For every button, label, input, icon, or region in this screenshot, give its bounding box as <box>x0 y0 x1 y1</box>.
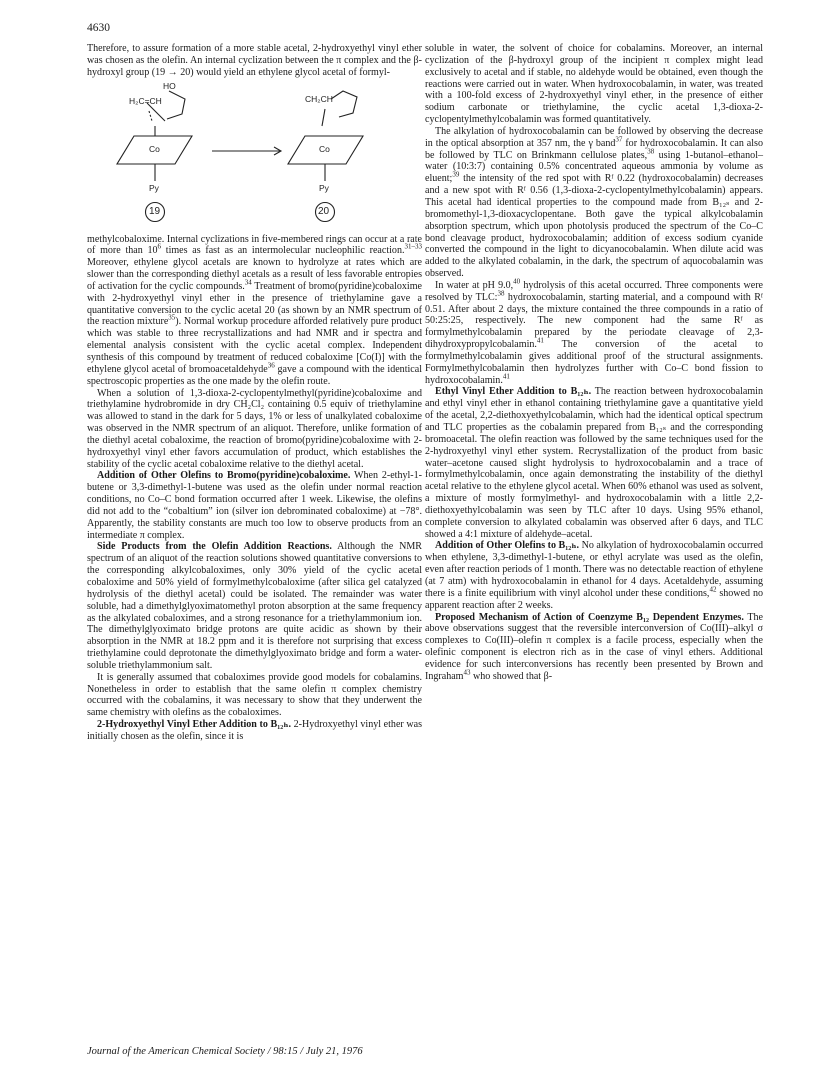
text: The conversion of the acetal to formylmethylcobalamin gives additional proof of the structural assignments. Formylmethylcobalamin then hydrolyzes further with Co–C bond fission to hydroxocobalamin. <box>425 339 763 386</box>
reference-superscript: 41 <box>536 336 544 345</box>
group-label: Co <box>149 143 160 154</box>
text: using 1-butanol–ethanol–water (10:3:7) containing 0.5% concentrated aqueous ammonia by volume as eluent; <box>425 149 764 185</box>
text: Although the NMR spectrum of an aliquot of the reaction solutions showed quantitative conversions to the corresponding alkylcobaloximes, only 30% yield of the cyclic acetal cobaloxime and 50% yield of formylmethylcobaloxime (after silica gel catalyzed hydrolysis of the diethyl acetal) could be isolated. The remainder was water soluble, had a dimethylglyoximatomethyl proton absorption at the same frequency as the alkylated cobaloximes, and a strong resonance for a triethylammonium ion. The dimethylglyoximato bridge protons are quite acidic as shown by their absorption in the NMR at 18.2 ppm and it is therefore not surprising that excess triethylamine could deprotonate the dimethylglyoximato bridge and form a water-soluble triethylammonium salt. <box>87 541 422 671</box>
text: showed no apparent reaction after 2 weeks. <box>425 587 764 611</box>
journal-footer: Journal of the American Chemical Society / 98:15 / July 21, 1976 <box>87 1046 363 1057</box>
reference-superscript: 37 <box>615 135 623 144</box>
text: ). Normal workup procedure afforded relatively pure product which was stable to three recrystallizations and had NMR and ir spectra and elemental analysis consistent with the cyclic acetal complex. Independent synthesis of this compound by treatment of reduced cobaloxime [Co(I)] with the ethylene glycol acetal of bromoacetaldehyde <box>87 316 422 375</box>
group-label: Co <box>319 143 330 154</box>
text: hydrolysis of this acetal occurred. Three components were resolved by TLC: <box>425 279 763 303</box>
text: methylcobaloxime. Internal cyclizations in five-membered rings can occur at a rate of more than 10 <box>87 233 422 257</box>
paragraph <box>87 234 422 388</box>
reference-superscript: 36 <box>267 361 275 370</box>
paragraph <box>425 540 763 611</box>
group-label: CH₂CH <box>305 93 333 104</box>
text: 2-Hydroxyethyl vinyl ether was initially chosen as the olefin, since it is <box>87 719 422 742</box>
section-heading: Side Products from the Olefin Addition Reactions. <box>97 541 332 553</box>
reference-superscript: 42 <box>709 585 717 594</box>
paragraph <box>87 541 422 671</box>
paragraph <box>425 386 763 540</box>
text: gave a compound with the identical spectroscopic properties as the one made by the olefin route. <box>87 363 422 387</box>
paragraph: soluble in water, the solvent of choice for cobalamins. Moreover, an internal cyclization of the β-hydroxyl group of the incipient π complex might lead exclusively to acetal and if stable, no aldehyde would be obtained, even though the reactions were carried out in water. When hydroxocobalamin, in water, was treated with a 100-fold excess of 2-hydroxyethyl vinyl ether, in the presence of either sodium carbonate or triethylamine, the cyclic acetal 1,3-dioxa-2-cyclopentylmethylcobalamin was formed quantitatively. <box>425 43 763 126</box>
paragraph <box>87 719 422 743</box>
reference-superscript: 34 <box>244 278 252 287</box>
left-column <box>87 43 422 743</box>
compound-number: 19 <box>149 205 161 217</box>
text: for hydroxocobalamin. It can also be followed by TLC on Brinkmann cellulose plates, <box>425 137 763 161</box>
reference-superscript: 39 <box>452 170 460 179</box>
text: The above observations suggest that the reversible interconversion of Co(III)–alkyl σ complexes to Co(III)–olefin π complex is a facile process, especially when the olefinic component is electron rich as in the case of vinyl ethers. Additional evidence for such interconversions has recently been presented by Brown and Ingraham <box>425 611 763 682</box>
paragraph <box>87 470 422 541</box>
paragraph <box>425 612 763 683</box>
reference-superscript: 31–33 <box>404 243 422 252</box>
paragraph: When a solution of 1,3-dioxa-2-cyclopentylmethyl(pyridine)cobaloxime and triethylamine hydrobromide in dry CH₂Cl₂ containing 0.5 equiv of triethylamine was allowed to stand in the dark for 5 days, 1% or less of unalkylated cobaloxime was observed in the NMR spectrum of an aliquot. Therefore, unlike formation of the diethyl acetal cobaloxime, the reaction of bromo(pyridine)cobaloxime with 2-hydroxyethyl vinyl ether favors accumulation of product, which establishes the stability of the cyclic acetal cobaloxime relative to the diethyl acetal. <box>87 387 422 470</box>
text: times as fast as an intermolecular nucleophilic reaction. <box>161 245 405 257</box>
section-heading: 2-Hydroxyethyl Vinyl Ether Addition to B₁₂ₕ. <box>97 719 291 731</box>
section-heading: Addition of Other Olefins to Bromo(pyridine)cobaloxime. <box>97 470 351 482</box>
right-column <box>425 43 763 683</box>
compound-number: 20 <box>318 205 330 217</box>
text: In water at pH 9.0, <box>435 279 514 291</box>
reaction-scheme <box>87 81 422 230</box>
section-heading: Addition of Other Olefins to B₁₂ₕ. <box>435 540 580 552</box>
group-label: HO <box>163 80 176 91</box>
group-label: Py <box>149 182 159 193</box>
text: the intensity of the red spot with Rᶠ 0.22 (hydroxocobalamin) decreases and a new spot with Rᶠ 0.56 (1,3-dioxa-2-cyclopentylmethylcobalamin) appears. This acetal had identical properties to the compound made from B₁₂ₛ and 2-bromomethyl-1,3-dioxacyclopentane. Both gave the typical alkylcobalamin absorption spectrum, which upon photolysis produced the spectrum of the Co–C bond cleavage product, hydroxocobalamin; addition of excess sodium cyanide converted the compound in the light to dicyanocobalamin. When dilute acid was added to the alkylated cobalamin, in the dark, the spectrum of aquocobalamin was observed. <box>425 173 763 280</box>
text: When 2-ethyl-1-butene or 3,3-dimethyl-1-butene was used as the olefin under normal reaction conditions, no Co–C bond formation occurred after 1 week. Likewise, the olefins did not add to the “cobaltium” ion (silver ion debrominated cobaloxime) at −78°. Apparently, the stability constants are much too low to observe products from an intermediate π complex. <box>87 470 422 541</box>
superscript: 6 <box>157 243 162 252</box>
paragraph: Therefore, to assure formation of a more stable acetal, 2-hydroxyethyl vinyl ether was chosen as the olefin. An internal cyclization between the π complex and the β-hydroxyl group (19 → 20) would yield an ethylene glycol acetal of formyl- <box>87 43 422 78</box>
paragraph: It is generally assumed that cobaloximes provide good models for cobalamins. Nonetheless in order to establish that the same olefin π complex chemistry occurred with the cobalamins, it was necessary to show that they underwent the same chemistry with olefins as the cobaloximes. <box>87 671 422 719</box>
reference-superscript: 40 <box>513 277 521 286</box>
text: The alkylation of hydroxocobalamin can be followed by observing the decrease in the optical absorption at 357 nm, the γ band <box>425 125 763 149</box>
group-label: H₂C=CH <box>129 95 162 106</box>
reference-superscript: 43 <box>463 668 471 677</box>
section-heading: Proposed Mechanism of Action of Coenzyme B₁₂ Dependent Enzymes. <box>435 611 744 623</box>
text: No alkylation of hydroxocobalamin occurred when ethylene, 3,3-dimethyl-1-butene, or ethyl acrylate was used as the olefin, even after reaction periods of 1 month. There was no detectable reaction of ethylene (at 7 atm) with hydroxocobalamin in ethanol for 4 days. Acetaldehyde, assuming there is a finite equilibrium with vinyl alcohol under these conditions, <box>425 540 763 599</box>
paragraph <box>425 277 763 387</box>
reference-superscript: 38 <box>647 147 655 156</box>
page-number: 4630 <box>87 22 110 34</box>
section-heading: Ethyl Vinyl Ether Addition to B₁₂ₕ. <box>435 386 592 398</box>
group-label: Py <box>319 182 329 193</box>
paragraph <box>425 126 763 280</box>
text: The reaction between hydroxocobalamin and ethyl vinyl ether in ethanol containing triethylamine gave a quantitative yield of the acetal, 2,2-diethoxyethylcobalamin, which had the identical optical spectrum and TLC properties as the cobalamin prepared from B₁₂ₛ and the corresponding bromoacetal. The olefin reaction was followed by the same techniques used for the 2-hydroxyethyl vinyl ether system. Recrystallization of the product from basic water–acetone caused slight hydrolysis to hydroxocobalamin and a trace of formylmethylcobalamin, once again demonstrating the instability of the diethyl acetal relative to the ethylene glycol acetal. When 60% ethanol was used as solvent, a mixture of mostly formylmethyl- and hydroxocobalamin with a little 2,2-diethoxyethylcobalamin was seen by TLC after 10 days. Using 95% ethanol, complete conversion to alkylated cobalamin was observed after 6 days, and TLC showed a 4:1 mixture of aldehyde–acetal. <box>425 386 763 540</box>
text: Moreover, ethylene glycol acetals are known to hydrolyze at rates which are slower than the corresponding diethyl acetals as a result of less favorable entropies of activation for the cyclic compounds. <box>87 257 422 292</box>
text: who showed that β- <box>470 670 553 682</box>
reference-superscript: 38 <box>497 289 505 298</box>
reference-superscript: 35 <box>168 314 176 323</box>
text: Treatment of bromo(pyridine)cobaloxime with 2-hydroxyethyl vinyl ether in the presence of triethylamine gave a quantitative conversion to the cyclic acetal 20 (as shown by an NMR spectrum of the reaction mixture <box>87 280 422 328</box>
text: hydroxocobalamin, starting material, and a compound with Rᶠ 0.51. After about 2 days, the mixture contained the three compounds in a ratio of 50:25:25, respectively. The new component had the same Rᶠ as formylmethylcobalamin prepared by the periodate cleavage of 2,3-dihydroxypropylcobalamin. <box>425 291 763 351</box>
reference-superscript: 41 <box>502 372 510 381</box>
